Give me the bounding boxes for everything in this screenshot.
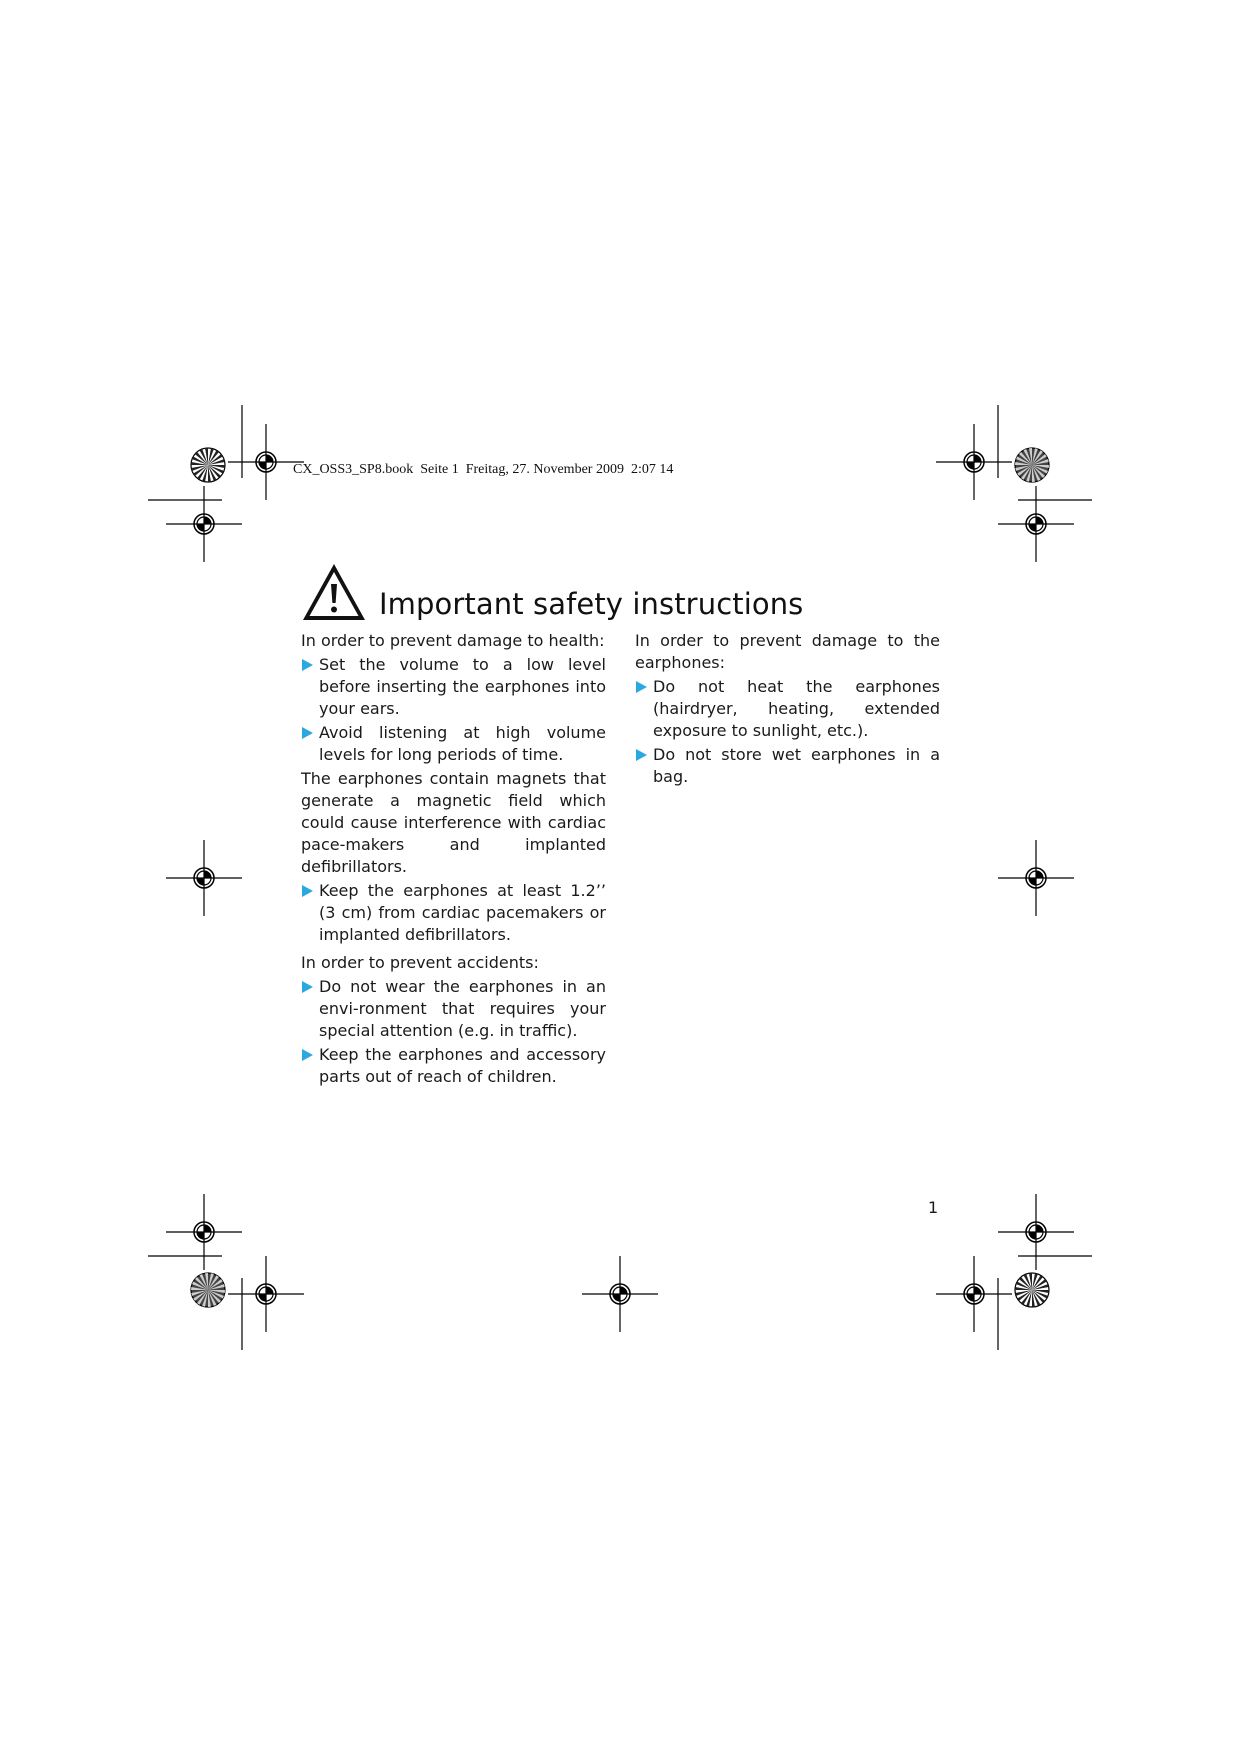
- page-title: Important safety instructions: [379, 587, 804, 621]
- registration-mark: [582, 1256, 658, 1332]
- list-item: Keep the earphones and accessory parts out of reach of children.: [301, 1044, 606, 1088]
- registration-mark: [998, 486, 1074, 562]
- list-item: Avoid listening at high volume levels for long periods of time.: [301, 722, 606, 766]
- registration-mark: [936, 1256, 1012, 1332]
- registration-mark: [166, 840, 242, 916]
- page-number: 1: [928, 1198, 939, 1217]
- registration-mark: [998, 840, 1074, 916]
- intro-earphones: In order to prevent damage to the earphones:: [635, 631, 940, 672]
- bullet-arrow-icon: [636, 681, 647, 693]
- intro-health: In order to prevent damage to health:: [301, 631, 605, 650]
- bullet-arrow-icon: [302, 659, 313, 671]
- intro-accidents: In order to prevent accidents:: [301, 953, 539, 972]
- bullet-arrow-icon: [302, 727, 313, 739]
- star-target-mark: [1015, 448, 1049, 482]
- registration-mark: [166, 486, 242, 562]
- registration-mark: [998, 1194, 1074, 1270]
- registration-mark: [936, 424, 1012, 500]
- list-item: Do not heat the earphones (hairdryer, heating, extended exposure to sunlight, etc.).: [635, 676, 940, 742]
- list-item: Do not wear the earphones in an envi-ronment that requires your special attention (e.g. in traffic).: [301, 976, 606, 1042]
- registration-mark: [228, 1256, 304, 1332]
- warning-triangle-icon: [301, 561, 367, 623]
- list-item: Do not store wet earphones in a bag.: [635, 744, 940, 788]
- bullet-arrow-icon: [636, 749, 647, 761]
- left-column: [301, 630, 606, 1090]
- bullet-arrow-icon: [302, 1049, 313, 1061]
- bullet-arrow-icon: [302, 885, 313, 897]
- right-column: [635, 630, 940, 790]
- magnets-text: The earphones contain magnets that generate a magnetic field which could cause interference with cardiac pace-makers and implanted defibrillators.: [301, 769, 606, 876]
- star-target-mark: [191, 1273, 225, 1307]
- registration-mark: [166, 1194, 242, 1270]
- list-item: Keep the earphones at least 1.2’’ (3 cm) from cardiac pacemakers or implanted defibrillators.: [301, 880, 606, 946]
- star-target-mark: [1015, 1273, 1049, 1307]
- bullet-arrow-icon: [302, 981, 313, 993]
- list-item: Set the volume to a low level before inserting the earphones into your ears.: [301, 654, 606, 720]
- print-slug-line: CX_OSS3_SP8.book Seite 1 Freitag, 27. November 2009 2:07 14: [293, 462, 674, 477]
- star-target-mark: [191, 448, 225, 482]
- section-heading: [301, 555, 803, 623]
